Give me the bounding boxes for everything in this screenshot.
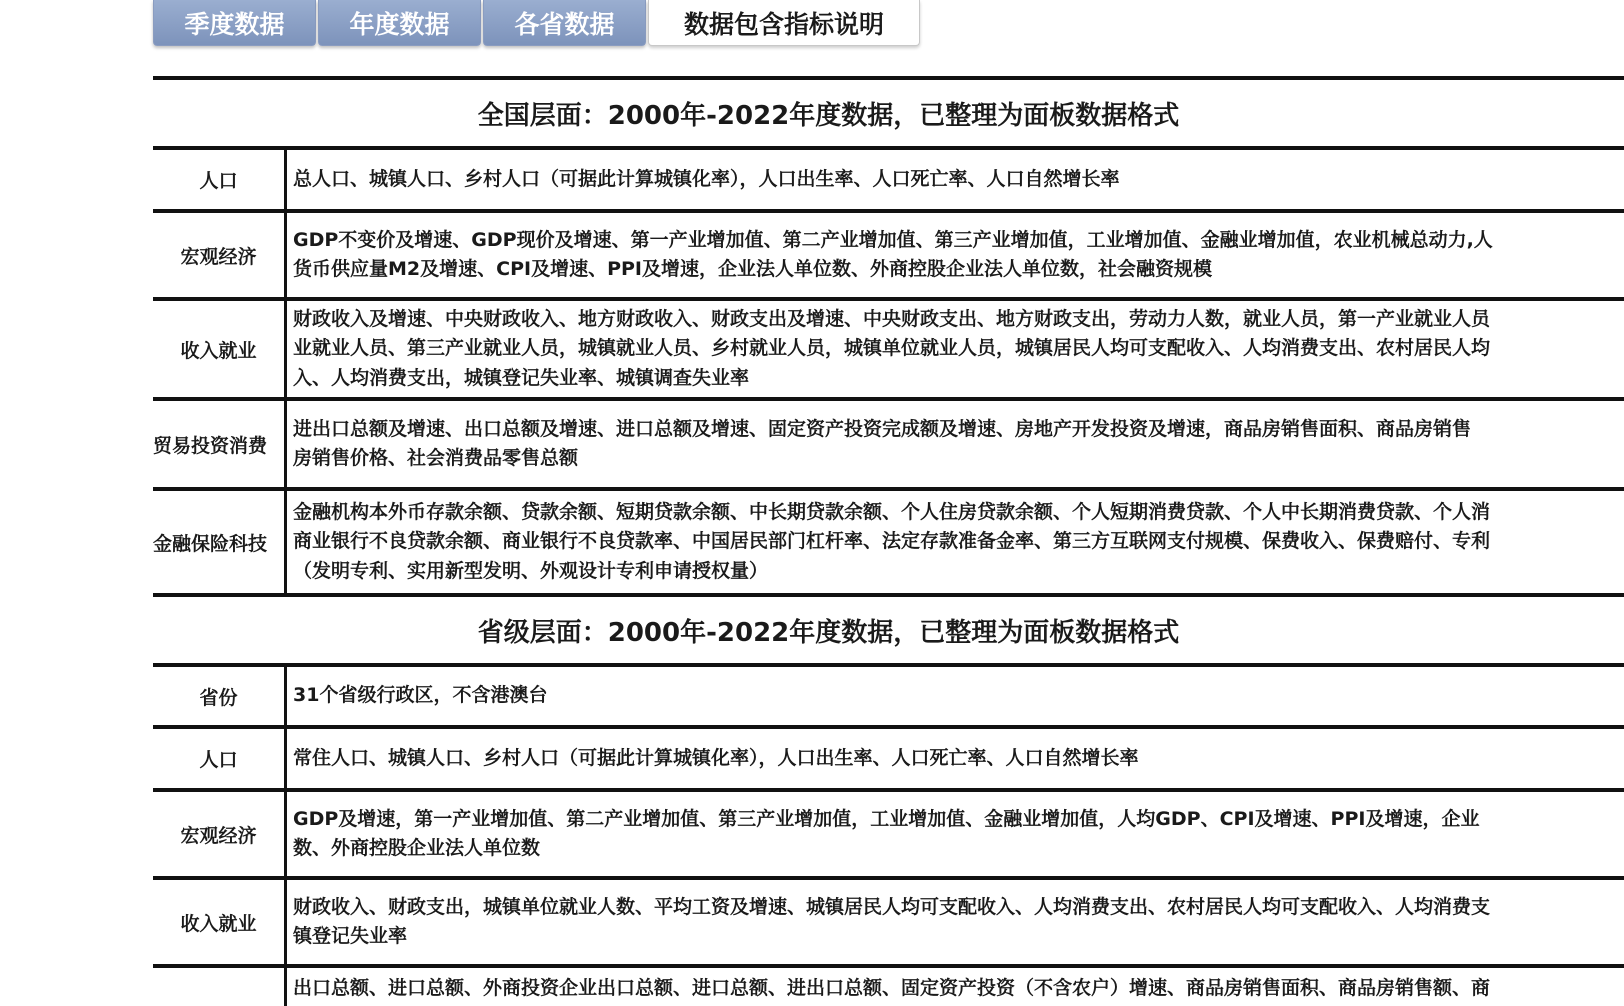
description-line: （发明专利、实用新型发明、外观设计专利申请授权量） — [293, 559, 769, 582]
description-line: 数、外商控股企业法人单位数 — [293, 837, 541, 859]
description-line: 31个省级行政区，不含港澳台 — [293, 684, 548, 707]
table-row — [153, 491, 1624, 593]
category-cell: 人口 — [153, 729, 287, 788]
table-row — [153, 301, 1624, 397]
description-line: 财政收入、财政支出，城镇单位就业人数、平均工资及增速、城镇居民人均可支配收入、人均消费支出、农村居民人均可支配收入、人均消费支 — [293, 895, 1491, 918]
category-cell: 金融保险科技 — [153, 491, 287, 593]
description-cell — [287, 150, 1624, 209]
description-line: GDP不变价及增速、GDP现价及增速、第一产业增加值、第二产业增加值、第三产业增加值，工业增加值、金融业增加值，农业机械总动力,人 — [293, 228, 1493, 251]
table-row — [153, 667, 1624, 725]
description-line: 货币供应量M2及增速、CPI及增速、PPI及增速，企业法人单位数、外商控股企业法人单位数，社会融资规模 — [293, 258, 1212, 280]
description-line: 进出口总额及增速、出口总额及增速、进口总额及增速、固定资产投资完成额及增速、房地产开发投资及增速，商品房销售面积、商品房销售 — [293, 417, 1472, 440]
description-line: 房销售价格、社会消费品零售总额 — [293, 447, 579, 469]
description-cell — [287, 213, 1624, 297]
tab-provincial[interactable]: 各省数据 — [483, 0, 646, 46]
table-row — [153, 213, 1624, 297]
description-line: 总人口、城镇人口、乡村人口（可据此计算城镇化率），人口出生率、人口死亡率、人口自然增长率 — [293, 167, 1120, 190]
description-line: GDP及增速，第一产业增加值、第二产业增加值、第三产业增加值，工业增加值、金融业增加值，人均GDP、CPI及增速、PPI及增速，企业 — [293, 807, 1480, 830]
tab-indicator-notes[interactable]: 数据包含指标说明 — [648, 0, 920, 46]
description-line: 业就业人员、第三产业就业人员，城镇就业人员、乡村就业人员，城镇单位就业人员，城镇居民人均可支配收入、人均消费支出、农村居民人均 — [293, 337, 1491, 360]
category-cell: 宏观经济 — [153, 213, 287, 297]
category-cell: 人口 — [153, 150, 287, 209]
description-cell — [287, 301, 1624, 397]
table-row — [153, 792, 1624, 876]
description-line: 商业银行不良贷款余额、商业银行不良贷款率、中国居民部门杠杆率、法定存款准备金率、第三方互联网支付规模、保费收入、保费赔付、专利 — [293, 530, 1491, 553]
category-cell: 贸易投资消费 — [153, 401, 287, 487]
table-row — [153, 880, 1624, 964]
provincial-section-title: 省级层面：2000年-2022年度数据，已整理为面板数据格式 — [477, 617, 1180, 648]
category-cell: 宏观经济 — [153, 792, 287, 876]
description-line: 金融机构本外币存款余额、贷款余额、短期贷款余额、中长期贷款余额、个人住房贷款余额、个人短期消费贷款、个人中长期消费贷款、个人消 — [293, 500, 1491, 523]
table-row — [153, 729, 1624, 788]
description-cell — [287, 792, 1624, 876]
indicator-table — [153, 76, 1624, 1006]
description-cell — [287, 491, 1624, 593]
description-cell — [287, 401, 1624, 487]
category-cell — [153, 968, 287, 1006]
table-row — [153, 401, 1624, 487]
category-cell: 收入就业 — [153, 301, 287, 397]
category-cell: 收入就业 — [153, 880, 287, 964]
description-line: 镇登记失业率 — [293, 925, 408, 947]
description-line: 财政收入及增速、中央财政收入、地方财政收入、财政支出及增速、中央财政支出、地方财政支出，劳动力人数，就业人员，第一产业就业人员 — [293, 307, 1491, 330]
tab-bar — [153, 0, 922, 46]
table-row — [153, 150, 1624, 209]
description-cell — [287, 880, 1624, 964]
description-line: 常住人口、城镇人口、乡村人口（可据此计算城镇化率），人口出生率、人口死亡率、人口自然增长率 — [293, 746, 1139, 769]
description-cell — [287, 729, 1624, 788]
table-row — [153, 968, 1624, 1006]
tab-annual[interactable]: 年度数据 — [318, 0, 481, 46]
description-cell — [287, 968, 1624, 1004]
national-section-title: 全国层面：2000年-2022年度数据，已整理为面板数据格式 — [477, 100, 1180, 131]
description-line: 出口总额、进口总额、外商投资企业出口总额、进口总额、进出口总额、固定资产投资（不含农户）增速、商品房销售面积、商品房销售额、商 — [293, 977, 1491, 999]
description-cell — [287, 667, 1624, 725]
description-line: 入、人均消费支出，城镇登记失业率、城镇调查失业率 — [293, 366, 750, 389]
tab-quarterly[interactable]: 季度数据 — [153, 0, 316, 46]
category-cell: 省份 — [153, 667, 287, 725]
